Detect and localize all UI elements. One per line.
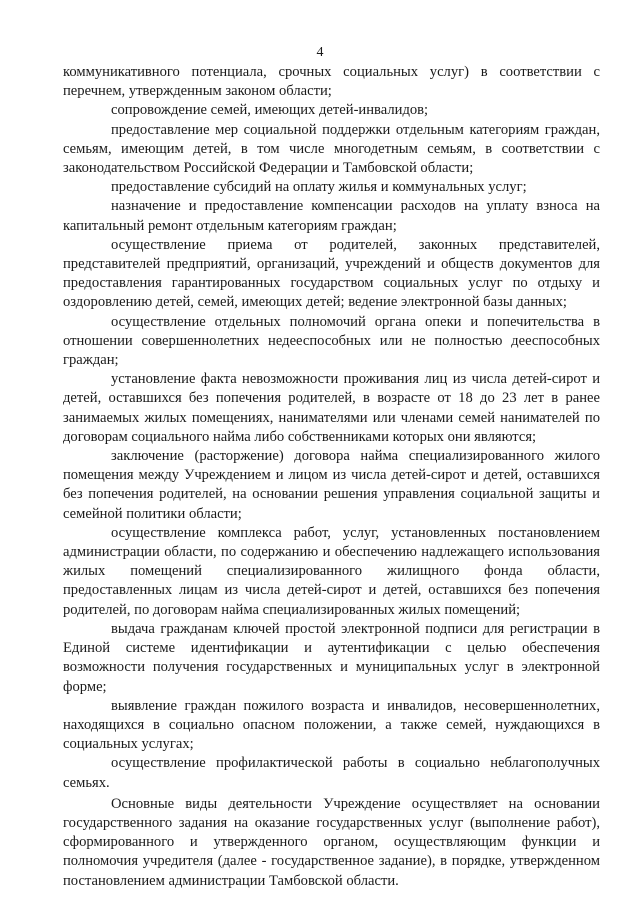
document-body (63, 63, 600, 891)
list-item-family-support: сопровождение семей, имеющих детей-инвалидов; (111, 102, 429, 119)
list-item-prevention: осуществление профилактической работы в социально неблагополучных семьях. (63, 755, 600, 791)
paragraph-continuation: коммуникативного потенциала, срочных социальных услуг) в соответствии с перечнем, утвержденным законом области; (63, 64, 600, 100)
list-item-repair-compensation: назначение и предоставление компенсации расходов на уплату взноса на капитальный ремонт отдельным категориям граждан; (63, 198, 600, 234)
list-item-identification: выявление граждан пожилого возраста и инвалидов, несовершеннолетних, находящихся в социально опасном положении, а также семей, нуждающихся в социальных услугах; (63, 697, 600, 753)
paragraph-state-assignment: Основные виды деятельности Учреждение осуществляет на основании государственного задания на оказание государственных услуг (выполнение работ), сформированного и утвержденного органом, осуществляющим функции и полномочия учредителя (далее - государственное задание), в порядке, утвержденном постановлением администрации Тамбовской области. (63, 795, 600, 889)
list-item-document-reception: осуществление приема от родителей, законных представителей, представителей предприятий, организаций, учреждений и обществ документов для предоставления гарантированных государством социальных услуг по отдыху и оздоровлению детей, семей, имеющих детей; ведение электронной базы данных; (63, 236, 600, 311)
list-item-housing-maintenance: осуществление комплекса работ, услуг, установленных постановлением администрации области, по содержанию и обеспечению надлежащего использования жилых помещений специализированного жилищного фонда области, предоставленных лицам из числа детей-сирот и детей, оставшихся без попечения родителей, по договорам найма специализированных жилых помещений; (63, 524, 600, 618)
page-number: 4 (316, 45, 324, 60)
list-item-orphan-housing-fact: установление факта невозможности проживания лиц из числа детей-сирот и детей, оставшихся без попечения родителей, в возрасте от 18 до 23 лет в ранее занимаемых жилых помещениях, нанимателями или членами семей нанимателей по договорам социального найма либо собственниками которых они являются; (63, 371, 600, 445)
list-item-social-support-measures: предоставление мер социальной поддержки отдельным категориям граждан, семьям, имеющим детей, в том числе многодетным семьям, в соответствии с законодательством Российской Федерации и Тамбовской области; (63, 121, 600, 177)
list-item-electronic-signature: выдача гражданам ключей простой электронной подписи для регистрации в Единой системе идентификации и аутентификации с целью обеспечения возможности получения государственных и муниципальных услуг в электронной форме; (63, 620, 600, 695)
list-item-housing-subsidies: предоставление субсидий на оплату жилья и коммунальных услуг; (111, 179, 527, 196)
list-item-guardianship: осуществление отдельных полномочий органа опеки и попечительства в отношении совершеннолетних недееспособных или не полностью дееспособных граждан; (63, 313, 600, 369)
list-item-lease-agreement: заключение (расторжение) договора найма специализированного жилого помещения между Учреждением и лицом из числа детей-сирот и детей, оставшихся без попечения родителей, на основании решения управления социальной защиты и семейной политики области; (63, 448, 600, 522)
